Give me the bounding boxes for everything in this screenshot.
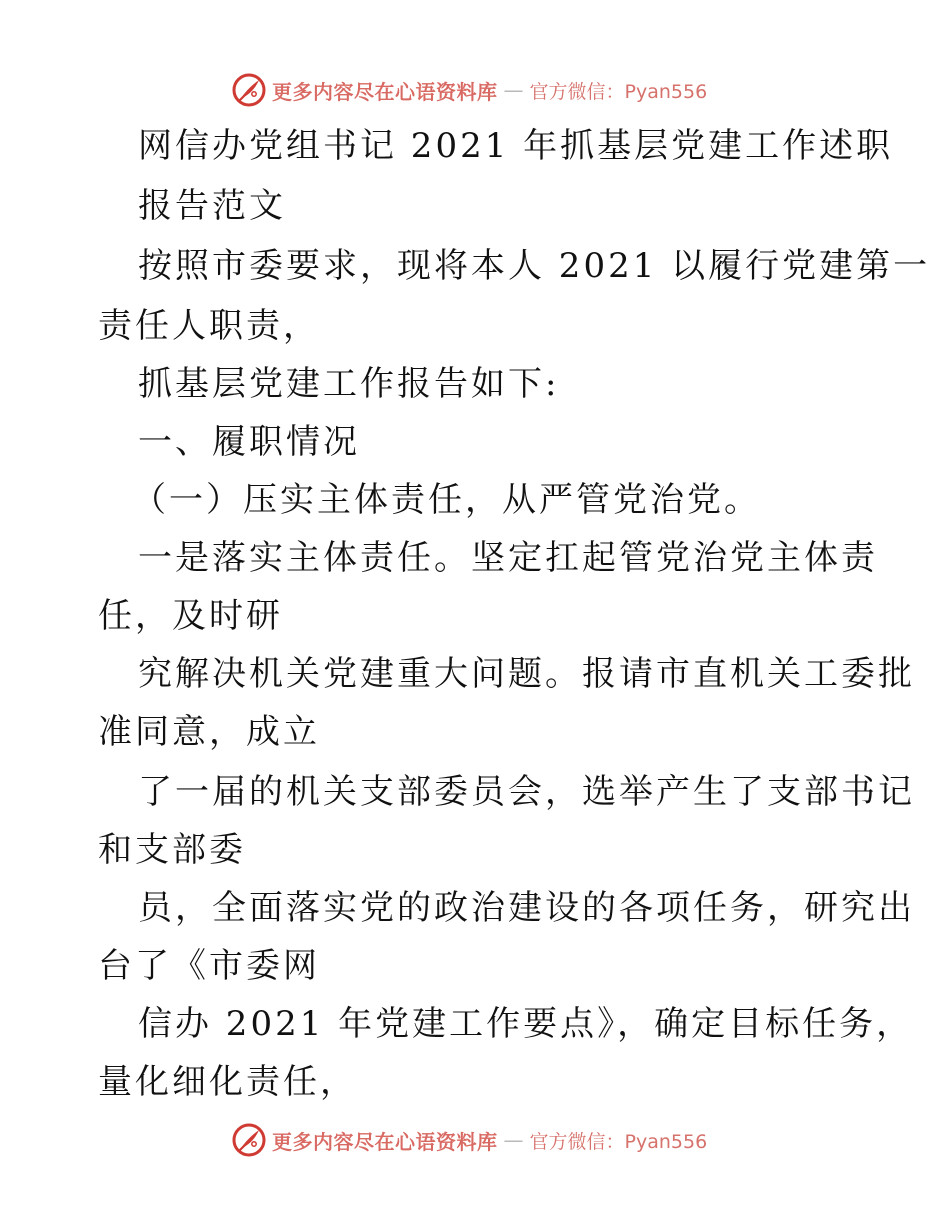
watermark-dash: — [503, 78, 524, 102]
paragraph-line: 信办 2021 年党建工作要点》，确定目标任务， [138, 1004, 914, 1044]
watermark-text: 更多内容尽在心语资料库 [272, 1129, 498, 1154]
paragraph-line: 责任人职责， [98, 306, 320, 346]
paragraph-line: 员，全面落实党的政治建设的各项任务，研究出 [138, 888, 915, 928]
paragraph-line: 和支部委 [98, 830, 246, 870]
watermark-wechat: 官方微信：Pyan556 [529, 80, 708, 103]
watermark-text: 更多内容尽在心语资料库 [272, 79, 498, 104]
paragraph-line: 按照市委要求，现将本人 2021 以履行党建第一 [138, 246, 931, 286]
paragraph-line: 准同意，成立 [98, 712, 320, 752]
document-title-line-1: 网信办党组书记 2021 年抓基层党建工作述职 [138, 126, 894, 166]
section-heading: 一、履职情况 [138, 422, 360, 462]
paragraph-line: 量化细化责任， [98, 1062, 357, 1102]
feather-pen-logo-icon [232, 1123, 266, 1157]
watermark-wechat: 官方微信：Pyan556 [529, 1130, 708, 1153]
paragraph-line: 任，及时研 [98, 596, 283, 636]
paragraph-line: 台了《市委网 [98, 946, 320, 986]
paragraph-line: 一是落实主体责任。坚定扛起管党治党主体责 [138, 538, 878, 578]
document-title-line-2: 报告范文 [138, 186, 286, 226]
paragraph-line: 了一届的机关支部委员会，选举产生了支部书记 [138, 772, 915, 812]
footer-watermark [232, 1122, 707, 1158]
subsection-heading: （一）压实主体责任，从严管党治党。 [132, 480, 761, 520]
watermark-dash: — [503, 1128, 524, 1152]
paragraph-line: 抓基层党建工作报告如下: [138, 364, 560, 404]
paragraph-line: 究解决机关党建重大问题。报请市直机关工委批 [138, 654, 915, 694]
